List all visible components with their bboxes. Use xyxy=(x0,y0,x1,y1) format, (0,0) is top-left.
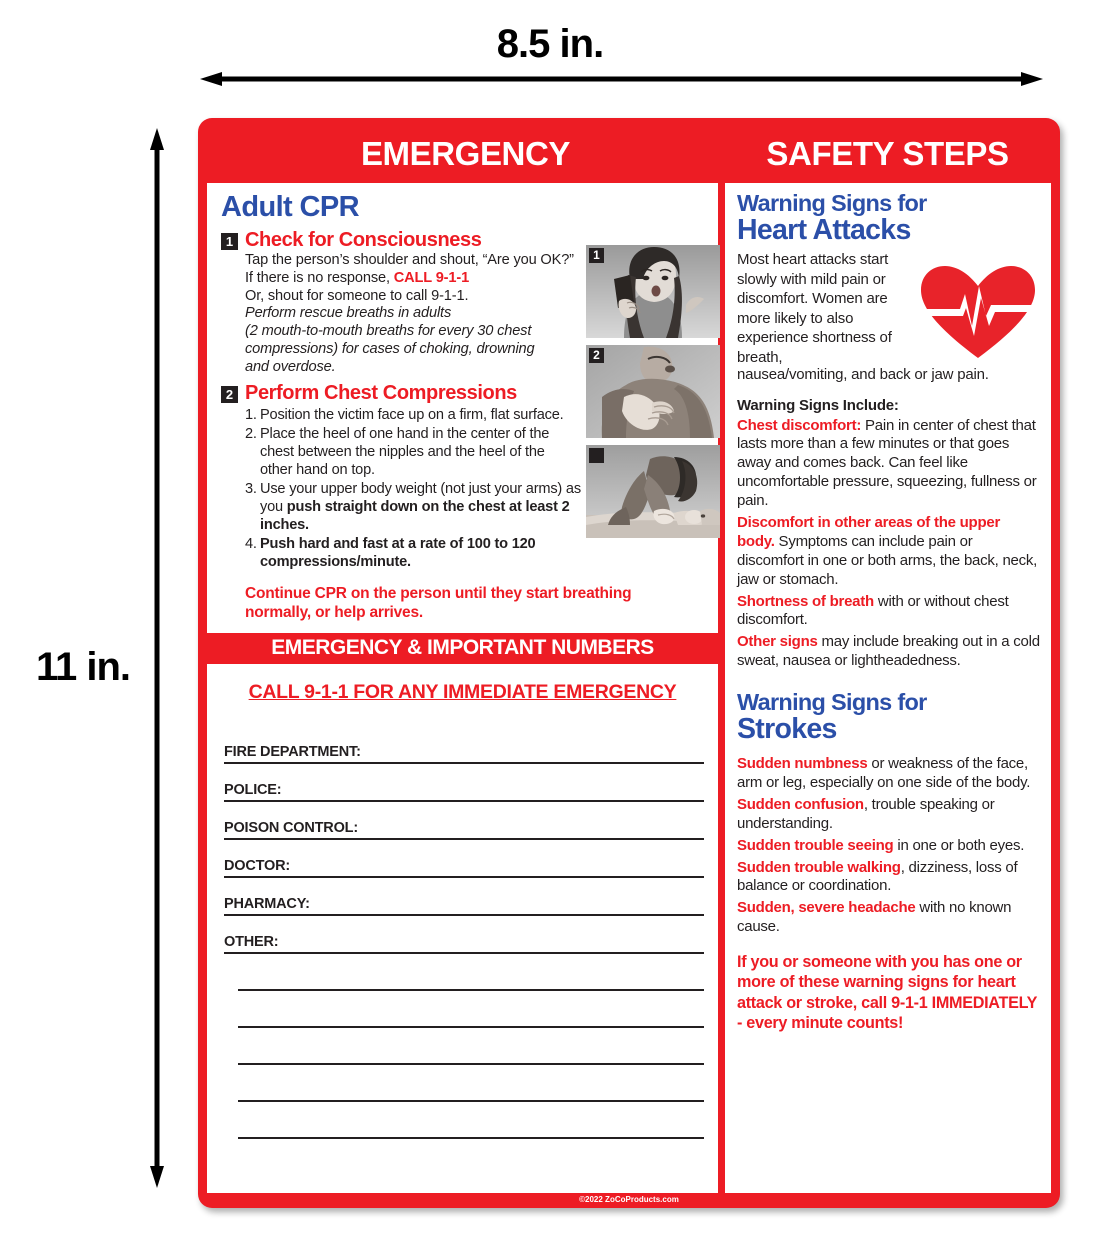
heart-sign-upper-body xyxy=(737,514,1040,590)
contact-field-other[interactable] xyxy=(224,916,704,954)
illustration-3-number xyxy=(589,448,604,463)
field-label: POISON CONTROL: xyxy=(224,820,362,836)
heart-ekg-icon xyxy=(919,264,1037,365)
sign-title: Shortness of breath xyxy=(737,592,874,610)
list-item xyxy=(245,480,590,534)
contact-field-poison-control[interactable] xyxy=(224,802,704,840)
stroke-sign-trouble-walking xyxy=(737,859,1040,897)
warning-signs-include-label: Warning Signs Include: xyxy=(737,396,899,414)
step-2-badge: 2 xyxy=(221,386,238,403)
sign-title: Discomfort in other areas of the upper body. xyxy=(737,513,1001,550)
contact-blank-line[interactable] xyxy=(224,1028,704,1065)
heart-intro-row xyxy=(737,250,1040,367)
item-1-number: 1. xyxy=(245,406,257,423)
woman-calling-911-icon xyxy=(586,245,720,338)
right-column xyxy=(725,183,1051,1193)
sign-title: Sudden confusion xyxy=(737,795,864,813)
item-2-number: 2. xyxy=(245,425,257,442)
sign-body: Symptoms can include pain or discomfort in one or both arms, the back, neck, jaw or stomach. xyxy=(737,532,1038,588)
item-4-text xyxy=(260,535,575,571)
banner-left-title: EMERGENCY xyxy=(360,135,571,172)
sign-body: , dizziness, loss of balance or coordination. xyxy=(737,858,1018,895)
emergency-safety-poster xyxy=(198,118,1060,1208)
step-1-italic-1: Perform rescue breaths in adults xyxy=(245,305,452,322)
cpr-section xyxy=(207,183,718,623)
sign-title: Other signs xyxy=(737,633,818,651)
sign-body: may include breaking out in a cold sweat, nausea or lightheadedness. xyxy=(737,633,1040,670)
contact-blank-line[interactable] xyxy=(224,991,704,1028)
contact-blank-line[interactable] xyxy=(224,1102,704,1139)
item-3-bold: push straight down on the chest at least 2 inches. xyxy=(260,499,570,534)
field-label: DOCTOR: xyxy=(224,858,294,874)
illustration-2-number: 2 xyxy=(589,348,604,363)
item-2-text: Place the heel of one hand in the center of the chest between the nipples and the heel of the other hand on top. xyxy=(260,425,550,478)
person-performing-cpr-icon xyxy=(586,445,720,538)
heart-sign-chest-discomfort xyxy=(737,417,1040,511)
sign-body: in one or both eyes. xyxy=(893,836,1025,854)
adult-cpr-heading: Adult CPR xyxy=(221,191,359,223)
stroke-sign-numbness xyxy=(737,755,1040,793)
step-1-badge: 1 xyxy=(221,233,238,250)
width-dimension-arrow xyxy=(200,72,1043,86)
contact-field-fire-department[interactable] xyxy=(224,726,704,764)
list-item xyxy=(245,406,575,424)
item-3-number: 3. xyxy=(245,480,257,497)
person-clutching-chest-icon xyxy=(586,345,720,438)
heart-heading-line-2: Heart Attacks xyxy=(737,213,911,246)
item-4-bold: Push hard and fast at a rate of 100 to 120 compressions/minute. xyxy=(260,536,536,571)
copyright-credit: ©2022 ZoCoProducts.com xyxy=(579,1195,679,1204)
stroke-heading-line-2: Strokes xyxy=(737,713,837,746)
step-1-italic-2: (2 mouth-to-mouth breaths for every 30 chest xyxy=(245,323,532,340)
field-label: POLICE: xyxy=(224,782,285,798)
emergency-numbers-banner: EMERGENCY & IMPORTANT NUMBERS xyxy=(207,633,718,664)
sign-body: with no known cause. xyxy=(737,899,1012,936)
list-item xyxy=(245,535,575,571)
item-4-number: 4. xyxy=(245,536,257,553)
step-1-italic-3: compressions) for cases of choking, drowning xyxy=(245,340,535,357)
poster-banner xyxy=(207,125,1051,183)
heart-sign-shortness-of-breath xyxy=(737,593,1040,631)
sign-title: Sudden trouble walking xyxy=(737,858,901,876)
contact-field-doctor[interactable] xyxy=(224,840,704,878)
item-3-text xyxy=(260,480,590,534)
cpr-illustrations xyxy=(586,245,720,545)
illustration-2-chest-clutch xyxy=(586,345,720,438)
contact-blank-line[interactable] xyxy=(224,1065,704,1102)
heart-intro-tail: nausea/vomiting, and back or jaw pain. xyxy=(737,366,989,384)
final-alert-note: If you or someone with you has one or more of these warning signs for heart attack or stroke, call 9-1-1 IMMEDIATELY - every minute counts! xyxy=(737,953,1037,1032)
sign-body: with or without chest discomfort. xyxy=(737,592,1009,629)
stroke-sign-confusion xyxy=(737,796,1040,834)
heart-sign-other-signs xyxy=(737,633,1040,671)
contact-field-pharmacy[interactable] xyxy=(224,878,704,916)
illustration-1-calling-911 xyxy=(586,245,720,338)
heart-intro-text: Most heart attacks start slowly with mild pain or discomfort. Women are more likely to also experience shortness of breath, xyxy=(737,251,892,366)
sign-body: Pain in center of chest that lasts more than a few minutes or that goes away and comes back. Can feel like uncomfortable pressure, squeezing, fullness or pain. xyxy=(737,416,1037,510)
heart-heading-line-1: Warning Signs for xyxy=(737,190,927,216)
sign-title: Sudden numbness xyxy=(737,755,868,773)
contact-blank-line[interactable] xyxy=(224,954,704,991)
item-1-text: Position the victim face up on a firm, flat surface. xyxy=(260,406,564,423)
step-1-line-1: Tap the person’s shoulder and shout, “Are you OK?” xyxy=(245,252,574,268)
step-1-line-2-pre: If there is no response, xyxy=(245,269,394,286)
height-dimension-label: 11 in. xyxy=(35,645,131,689)
step-1-line-3: Or, shout for someone to call 9-1-1. xyxy=(245,287,469,304)
call-911-headline: CALL 9-1-1 FOR ANY IMMEDIATE EMERGENCY xyxy=(248,681,677,704)
illustration-1-number: 1 xyxy=(589,248,604,263)
illustration-3-cpr-compressions xyxy=(586,445,720,538)
strokes-heading xyxy=(737,691,1040,744)
heart-attacks-heading xyxy=(737,192,1040,245)
step-2-title: Perform Chest Compressions xyxy=(245,381,517,404)
height-dimension-arrow xyxy=(150,128,164,1188)
sign-title: Chest discomfort: xyxy=(737,416,862,434)
item-3-pre: Use your upper body weight (not just your arms) as you xyxy=(260,480,581,516)
field-label: FIRE DEPARTMENT: xyxy=(224,744,365,760)
stroke-sign-trouble-seeing xyxy=(737,837,1040,856)
step-1-italic-4: and overdose. xyxy=(245,358,336,375)
field-label: PHARMACY: xyxy=(224,896,314,912)
sign-body: or weakness of the face, arm or leg, especially on one side of the body. xyxy=(737,755,1031,792)
stroke-heading-line-1: Warning Signs for xyxy=(737,689,927,716)
stroke-sign-severe-headache xyxy=(737,899,1040,937)
step-1-title: Check for Consciousness xyxy=(245,229,482,251)
left-column xyxy=(207,183,718,1193)
field-label: OTHER: xyxy=(224,934,282,950)
sign-title: Sudden, severe headache xyxy=(737,899,916,917)
sign-title: Sudden trouble seeing xyxy=(737,836,894,854)
banner-right-title: SAFETY STEPS xyxy=(766,135,1009,172)
field-rule xyxy=(238,1137,704,1139)
step-1-call-911: CALL 9-1-1 xyxy=(393,269,470,286)
width-dimension-label: 8.5 in. xyxy=(496,22,604,66)
poster-body xyxy=(207,183,1051,1193)
sign-body: , trouble speaking or understanding. xyxy=(737,795,995,832)
continue-cpr-note: Continue CPR on the person until they start breathing normally, or help arrives. xyxy=(245,585,632,622)
list-item xyxy=(245,425,575,479)
emergency-contact-lines xyxy=(207,704,718,1139)
contact-field-police[interactable] xyxy=(224,764,704,802)
